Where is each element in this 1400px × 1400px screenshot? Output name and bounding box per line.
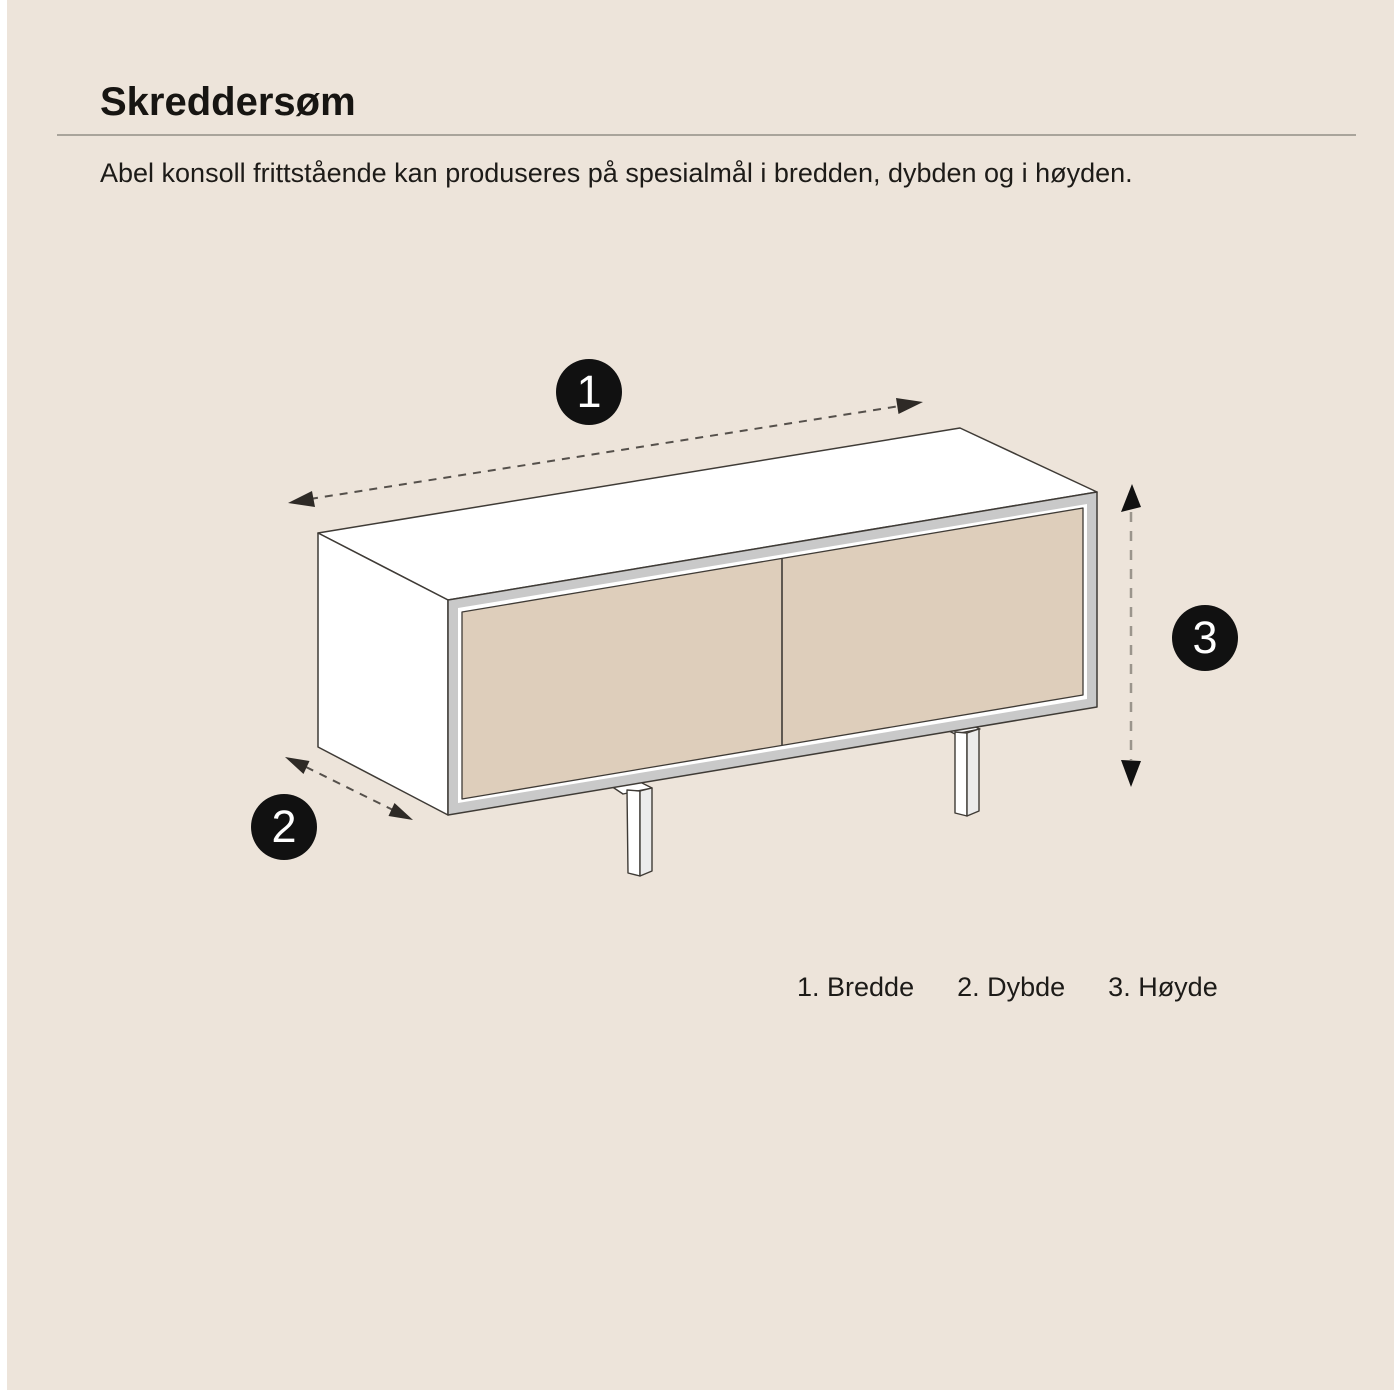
cabinet-dimension-illustration xyxy=(7,0,1400,1390)
dimension-marker-width: 1 xyxy=(556,359,622,425)
page-title: Skreddersøm xyxy=(100,80,356,124)
height-dimension-arrow xyxy=(1121,484,1141,787)
dimension-marker-height: 3 xyxy=(1172,605,1238,671)
legend-item-bredde: 1. Bredde xyxy=(797,972,915,1002)
dimension-legend xyxy=(797,972,1218,1003)
legend-item-dybde: 2. Dybde xyxy=(957,972,1066,1002)
dimension-marker-depth: 2 xyxy=(251,794,317,860)
page-description: Abel konsoll frittstående kan produseres på spesialmål i bredden, dybden og i høyden. xyxy=(100,158,1133,188)
page-background xyxy=(7,0,1394,1390)
legend-item-hoyde: 3. Høyde xyxy=(1108,972,1218,1002)
cabinet-left-leg xyxy=(599,776,652,876)
